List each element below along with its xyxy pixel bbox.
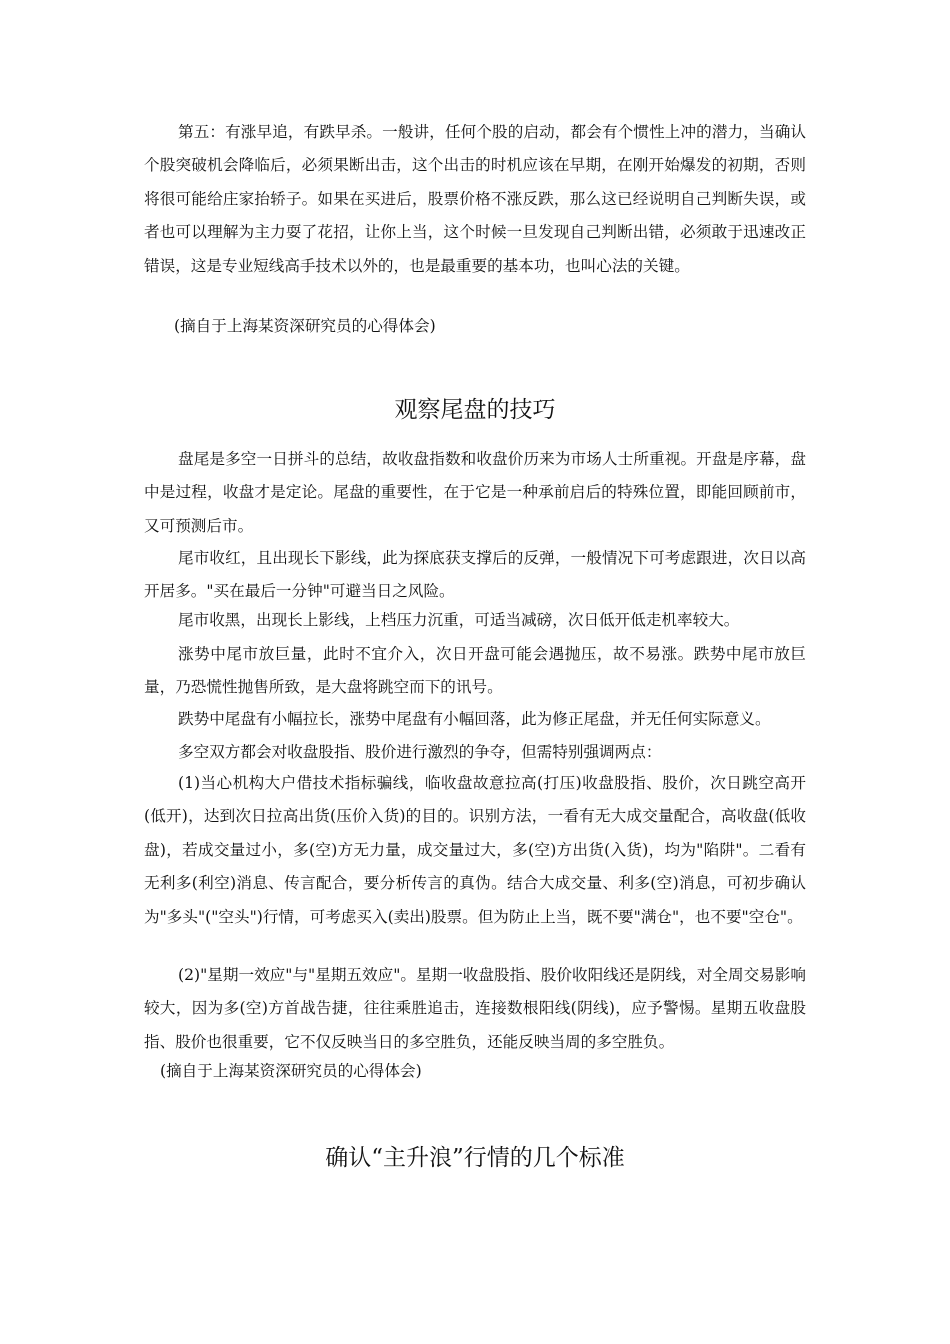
section2-paragraph-8: (2)"星期一效应"与"星期五效应"。星期一收盘股指、股价收阳线还是阴线，对全周交易影响较大，因为多(空)方首战告捷，往往乘胜追击，连接数根阳线(阴线)，应予警惕。星期五收盘股指、股价也很重要，它不仅反映当日的多空胜负，还能反映当周的多空胜负。 [144,966,806,1051]
section1-paragraph: 第五：有涨早追，有跌早杀。一般讲，任何个股的启动，都会有个惯性上冲的潜力，当确认个股突破机会降临后，必须果断出击，这个出击的时机应该在早期，在刚开始爆发的初期，否则将很可能给庄家抬轿子。如果在买进后，股票价格不涨反跌，那么这已经说明自己判断失误，或者也可以理解为主力耍了花招，让你上当，这个时候一旦发现自己判断出错，必须敢于迅速改正错误，这是专业短线高手技术以外的，也是最重要的基本功，也叫心法的关键。 [144,123,806,275]
section2-paragraph-6: 多空双方都会对收盘股指、股价进行激烈的争夺，但需特别强调两点： [178,743,662,761]
section2-paragraph-7: (1)当心机构大户借技术指标骗线，临收盘故意拉高(打压)收盘股指、股价，次日跳空高开(低开)，达到次日拉高出货(压价入货)的目的。识别方法，一看有无大成交量配合，高收盘(低收盘)，若成交量过小，多(空)方无力量，成交量过大，多(空)方出货(入货)，均为"陷阱"。二看有无利多(利空)消息、传言配合，要分析传言的真伪。结合大成交量、利多(空)消息，可初步确认为"多头"("空头")行情，可考虑买入(卖出)股票。但为防止上当，既不要"满仓"，也不要"空仓"。 [144,774,806,926]
section2-paragraph-5: 跌势中尾盘有小幅拉长，涨势中尾盘有小幅回落，此为修正尾盘，并无任何实际意义。 [178,710,771,728]
section2-paragraph-4: 涨势中尾市放巨量，此时不宜介入，次日开盘可能会遇抛压，故不易涨。跌势中尾市放巨量，乃恐慌性抛售所致，是大盘将跳空而下的讯号。 [144,645,806,697]
section2-paragraph-2: 尾市收红，且出现长下影线，此为探底获支撑后的反弹，一般情况下可考虑跟进，次日以高开居多。"买在最后一分钟"可避当日之风险。 [144,549,806,601]
section2-source: (摘自于上海某资深研究员的心得体会) [160,1062,422,1080]
section2-paragraph-3: 尾市收黑，出现长上影线，上档压力沉重，可适当减磅，次日低开低走机率较大。 [178,611,740,629]
section1-source: (摘自于上海某资深研究员的心得体会) [174,317,436,335]
section3-title: 确认“主升浪”行情的几个标准 [325,1145,625,1171]
section2-paragraph-1: 盘尾是多空一日拼斗的总结，故收盘指数和收盘价历来为市场人士所重视。开盘是序幕，盘中是过程，收盘才是定论。尾盘的重要性，在于它是一种承前启后的特殊位置，即能回顾前市，又可预测后市。 [144,450,806,535]
section2-title: 观察尾盘的技巧 [394,397,556,423]
